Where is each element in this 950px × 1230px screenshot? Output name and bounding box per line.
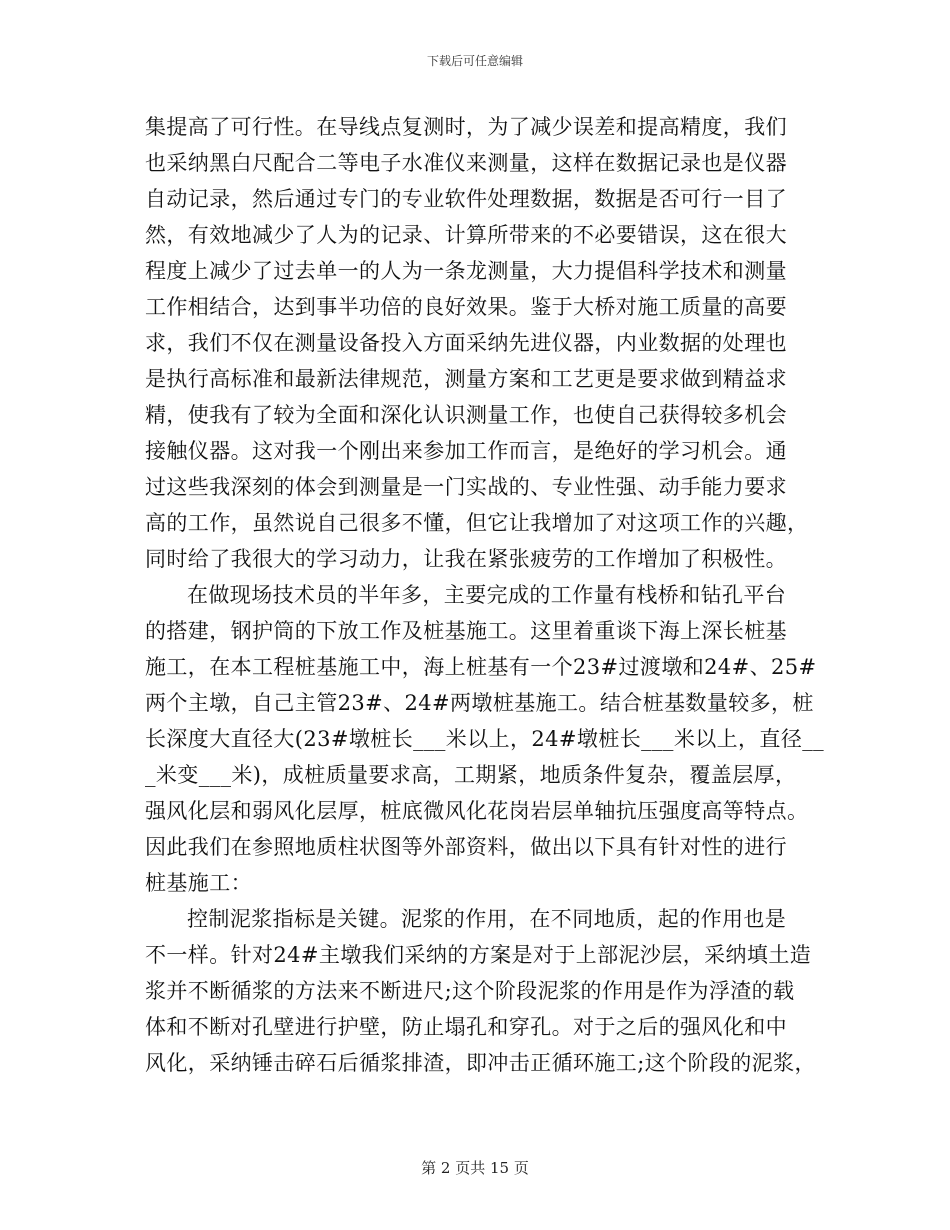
- text-line: 求，我们不仅在测量设备投入方面采纳先进仪器，内业数据的处理也: [145, 331, 787, 355]
- text-line: 两个主墩，自己主管23#、24#两墩桩基施工。结合桩基数量较多，桩: [145, 691, 814, 715]
- text-line: 过这些我深刻的体会到测量是一门实战的、专业性强、动手能力要求: [145, 475, 787, 499]
- text-line: 程度上减少了过去单一的人为一条龙测量，大力提倡科学技术和测量: [145, 259, 787, 283]
- text-line: 精，使我有了较为全面和深化认识测量工作，也使自己获得较多机会: [145, 403, 787, 427]
- text-line: 同时给了我很大的学习动力，让我在紧张疲劳的工作增加了积极性。: [145, 547, 787, 571]
- text-line: _米变___米)，成桩质量要求高，工期紧，地质条件复杂，覆盖层厚，: [145, 763, 797, 787]
- text-line: 自动记录，然后通过专门的专业软件处理数据，数据是否可行一目了: [145, 187, 787, 211]
- page-header: 下载后可任意编辑: [426, 54, 523, 68]
- document-body: [145, 109, 825, 1081]
- text-line: 的搭建，钢护筒的下放工作及桩基施工。这里着重谈下海上深长桩基: [145, 619, 787, 643]
- text-line: 在做现场技术员的半年多，主要完成的工作量有栈桥和钻孔平台: [187, 583, 787, 607]
- text-line: 控制泥浆指标是关键。泥浆的作用，在不同地质，起的作用也是: [187, 907, 787, 931]
- text-line: 集提高了可行性。在导线点复测时，为了减少误差和提高精度，我们: [145, 115, 787, 139]
- text-line: 也采纳黑白尺配合二等电子水准仪来测量，这样在数据记录也是仪器: [145, 151, 787, 175]
- text-line: 不一样。针对24#主墩我们采纳的方案是对于上部泥沙层，采纳填土造: [145, 943, 812, 967]
- page-number: 第 2 页共 15 页: [421, 1159, 529, 1177]
- text-line: 风化，采纳锤击碎石后循浆排渣，即冲击正循环施工;这个阶段的泥浆，: [145, 1051, 816, 1075]
- text-line: 因此我们在参照地质柱状图等外部资料，做出以下具有针对性的进行: [145, 835, 787, 859]
- text-line: 长深度大直径大(23#墩桩长___米以上，24#墩桩长___米以上，直径__: [145, 727, 825, 751]
- text-line: 接触仪器。这对我一个刚出来参加工作而言，是绝好的学习机会。通: [145, 439, 787, 463]
- text-line: 施工，在本工程桩基施工中，海上桩基有一个23#过渡墩和24#、25#: [145, 655, 817, 679]
- text-line: 桩基施工：: [145, 871, 252, 895]
- text-line: 是执行高标准和最新法律规范，测量方案和工艺更是要求做到精益求: [145, 367, 787, 391]
- text-line: 高的工作，虽然说自己很多不懂，但它让我增加了对这项工作的兴趣，: [145, 511, 809, 535]
- text-line: 体和不断对孔壁进行护壁，防止塌孔和穿孔。对于之后的强风化和中: [145, 1015, 787, 1039]
- text-line: 工作相结合，达到事半功倍的良好效果。鉴于大桥对施工质量的高要: [145, 295, 787, 319]
- text-line: 浆并不断循浆的方法来不断进尺;这个阶段泥浆的作用是作为浮渣的载: [145, 979, 795, 1003]
- text-line: 强风化层和弱风化层厚，桩底微风化花岗岩层单轴抗压强度高等特点。: [145, 799, 809, 823]
- text-line: 然，有效地减少了人为的记录、计算所带来的不必要错误，这在很大: [145, 223, 787, 247]
